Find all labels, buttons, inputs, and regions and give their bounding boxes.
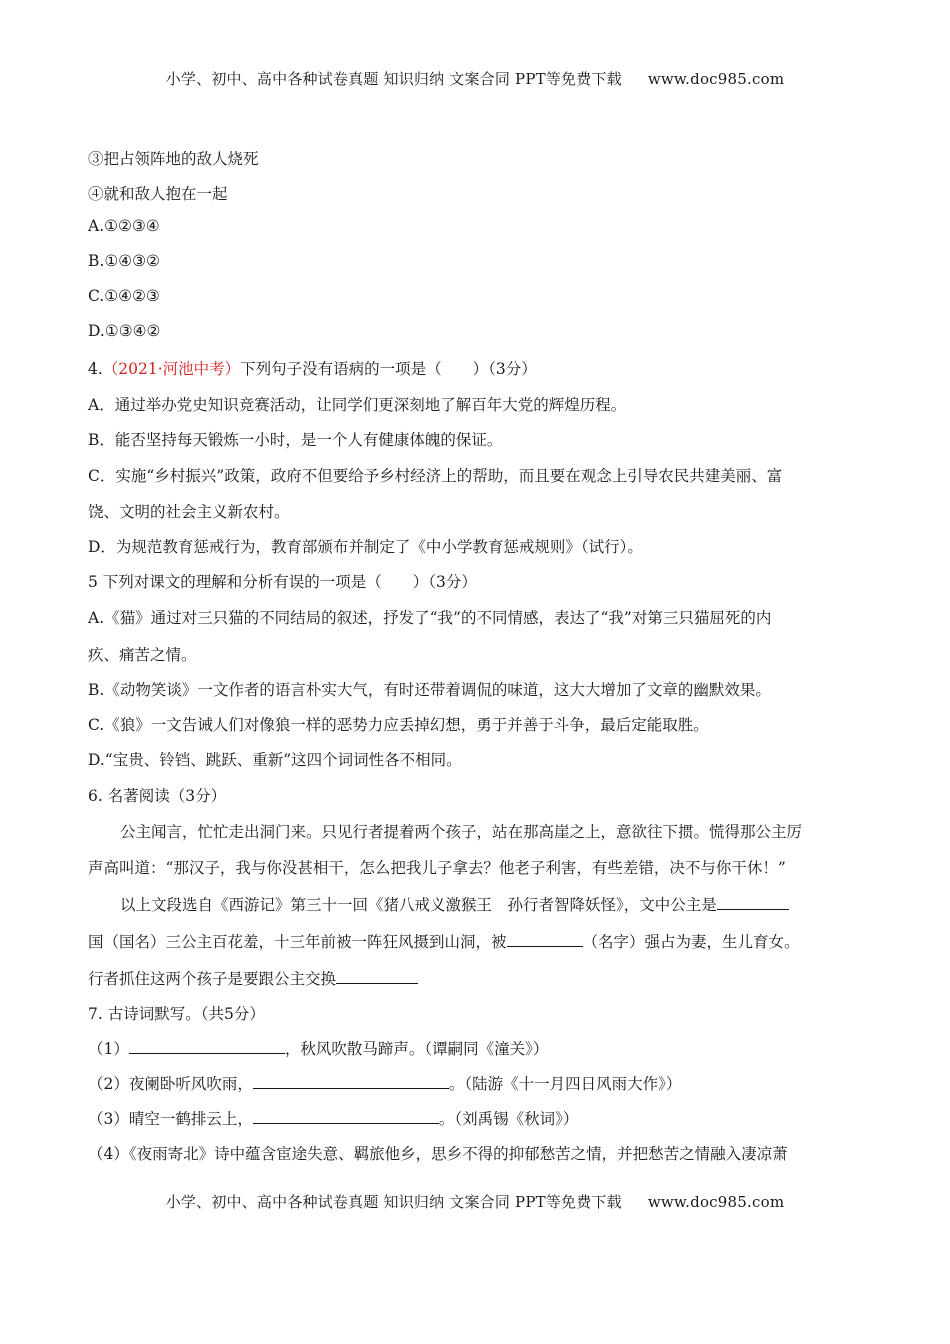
q4-number: 4. (88, 360, 103, 378)
q7-item-4: （4）《夜雨寄北》诗中蕴含宦途失意、羁旅他乡，思乡不得的抑郁愁苦之情，并把愁苦之情融入凄凉萧 (88, 1145, 788, 1163)
q3-item-3: ③把占领阵地的敌人烧死 (88, 150, 259, 168)
answer-blank-exchange[interactable] (336, 969, 418, 984)
q5-option-a-line2: 疚、痛苦之情。 (88, 646, 197, 664)
q3-option-d: D.①③④② (88, 322, 161, 340)
header-text: 小学、初中、高中各种试卷真题 知识归纳 文案合同 PPT等免费下载 (165, 70, 622, 88)
header-site: www.doc985.com (647, 70, 785, 88)
q6-question-text: 以上文段选自《西游记》第三十一回《猪八戒义激猴王 孙行者智降妖怪》，文中公主是 (120, 896, 717, 914)
answer-blank-poem-1[interactable] (129, 1039, 285, 1054)
q6-question-line1 (88, 893, 789, 915)
q4-option-a: A．通过举办党史知识竞赛活动，让同学们更深刻地了解百年大党的辉煌历程。 (88, 396, 627, 414)
q6-passage-line1: 公主闻言，忙忙走出洞门来。只见行者提着两个孩子，站在那高崖之上，意欲往下掼。慌得那公主厉 (120, 823, 803, 841)
q4-stem-text: 下列句子没有语病的一项是（ ）（3分） (240, 360, 537, 378)
page-header (0, 68, 950, 89)
answer-blank-poem-3[interactable] (253, 1109, 439, 1124)
q4-option-c-line1: C．实施“乡村振兴”政策，政府不但要给予乡村经济上的帮助，而且要在观念上引导农民共建美丽、富 (88, 467, 783, 485)
q7-item-1: （1） ，秋风吹散马蹄声。（谭嗣同《潼关》） (88, 1040, 549, 1058)
answer-blank-country[interactable] (717, 895, 789, 910)
page-footer (0, 1191, 950, 1212)
answer-blank-poem-2[interactable] (253, 1074, 449, 1089)
q5-option-d: D.“宝贵、铃铛、跳跃、重新”这四个词词性各不相同。 (88, 751, 462, 769)
q3-option-a: A.①②③④ (88, 217, 160, 235)
q3-option-b: B.①④③② (88, 252, 160, 270)
q5-stem: 5 下列对课文的理解和分析有误的一项是（ ）（3分） (88, 573, 477, 591)
q6-passage-line2: 声高叫道：“那汉子，我与你没甚相干，怎么把我儿子拿去？他老子利害，有些差错，决不与你干休！” (88, 859, 786, 877)
q3-item-4: ④就和敌人抱在一起 (88, 185, 228, 203)
q5-option-a-line1: A.《猫》通过对三只猫的不同结局的叙述，抒发了“我”的不同情感，表达了“我”对第三只猫屈死的内 (88, 609, 772, 627)
q3-option-c: C.①④②③ (88, 287, 160, 305)
answer-blank-name[interactable] (507, 932, 583, 947)
q4-source: （2021·河池中考） (102, 360, 241, 378)
q7-item-2: （2）夜阑卧听风吹雨， 。（陆游《十一月四日风雨大作》） (88, 1075, 682, 1093)
q4-option-b: B．能否坚持每天锻炼一小时，是一个人有健康体魄的保证。 (88, 431, 503, 449)
footer-text: 小学、初中、高中各种试卷真题 知识归纳 文案合同 PPT等免费下载 (165, 1193, 622, 1211)
q4-option-c-line2: 饶、文明的社会主义新农村。 (88, 503, 290, 521)
q4-option-d: D．为规范教育惩戒行为，教育部颁布并制定了《中小学教育惩戒规则》（试行）。 (88, 538, 643, 556)
q6-stem: 6. 名著阅读（3分） (88, 787, 227, 805)
footer-site: www.doc985.com (647, 1193, 785, 1211)
q6-question-line3: 行者抓住这两个孩子是要跟公主交换 (88, 967, 418, 989)
q4-stem (88, 357, 537, 379)
q5-option-b: B.《动物笑谈》一文作者的语言朴实大气，有时还带着调侃的味道，这大大增加了文章的幽默效果。 (88, 681, 771, 699)
q7-item-3: （3）晴空一鹤排云上， 。（刘禹锡《秋词》） (88, 1110, 579, 1128)
q7-stem: 7. 古诗词默写。（共5分） (88, 1005, 265, 1023)
q6-question-line2: 国（国名）三公主百花羞，十三年前被一阵狂风摄到山洞，被 （名字）强占为妻，生儿育女。 (88, 933, 800, 951)
q5-option-c: C.《狼》一文告诫人们对像狼一样的恶势力应丢掉幻想，勇于并善于斗争，最后定能取胜。 (88, 716, 709, 734)
